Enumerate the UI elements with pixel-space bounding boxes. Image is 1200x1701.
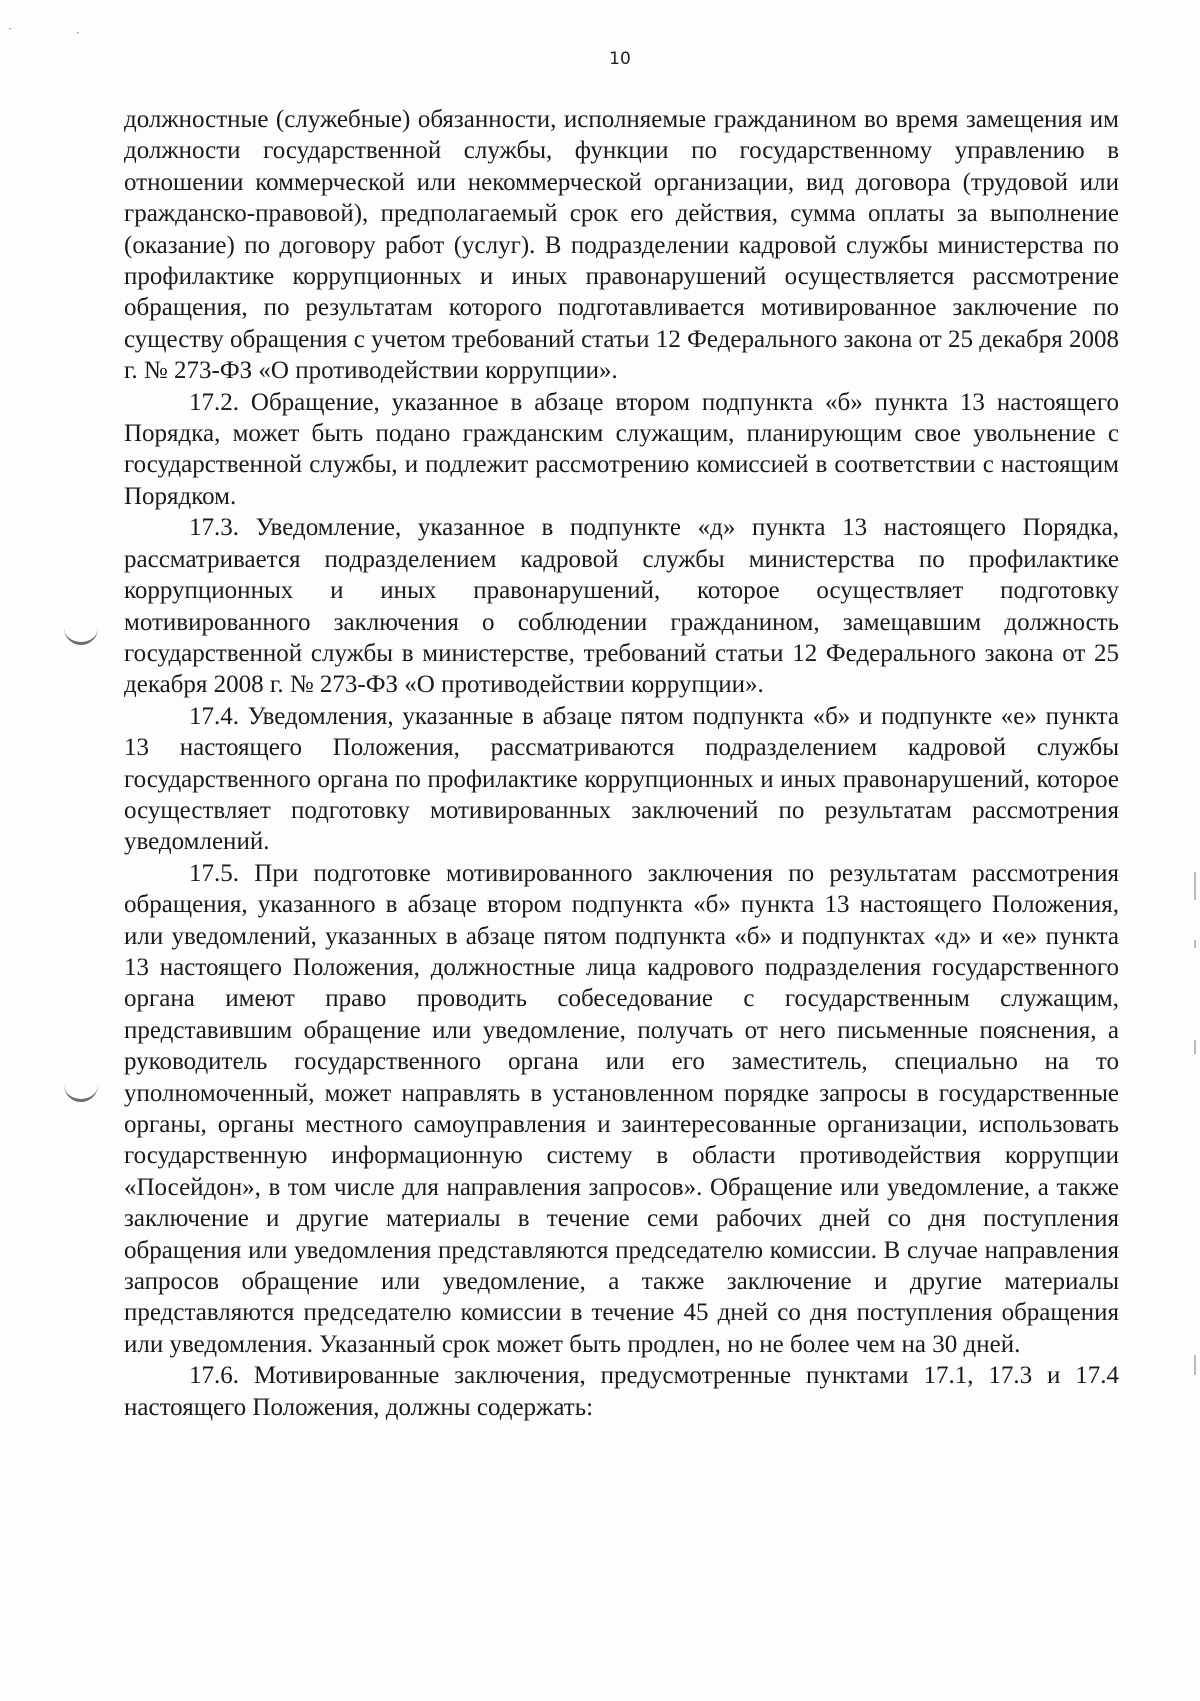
paragraph-17-5: 17.5. При подготовке мотивированного заключения по результатам рассмотрения обращения, указанного в абзаце втором подпункта «б» пункта 13 настоящего Положения, или уведомлений, указанных в абзаце пятом подпункта «б» и подпунктах «д» и «е» пункта 13 настоящего Положения, должностные лица кадрового подразделения государственного органа имеют право проводить собеседование с государственным служащим, представившим обращение или уведомление, получать от него письменные пояснения, а руководитель государственного органа или его заместитель, специально на то уполномоченный, может направлять в установленном порядке запросы в государственные органы, органы местного самоуправления и заинтересованные организации, использовать государственную информационную систему в области противодействия коррупции «Посейдон», в том числе для направления запросов». Обращение или уведомление, а также заключение и другие материалы в течение семи рабочих дней со дня поступления обращения или уведомления представляются председателю комиссии. В случае направления запросов обращение или уведомление, а также заключение и другие материалы представляются председателю комиссии в течение 45 дней со дня поступления обращения или уведомления. Указанный срок может быть продлен, но не более чем на 30 дней. <box>124 859 1119 1358</box>
scan-edge-mark <box>1194 1040 1196 1054</box>
paragraph-17-2: 17.2. Обращение, указанное в абзаце втором подпункта «б» пункта 13 настоящего Порядка, может быть подано гражданским служащим, планирующим свое увольнение с государственной службы, и подлежит рассмотрению комиссией в соответствии с настоящим Порядком. <box>124 388 1119 510</box>
scan-edge-mark <box>1194 940 1196 948</box>
scan-speck-mark: · <box>76 26 80 40</box>
paragraph-17-6: 17.6. Мотивированные заключения, предусмотренные пунктами 17.1, 17.3 и 17.4 настоящего Положения, должны содержать: <box>124 1362 1119 1421</box>
page-number: 10 <box>609 49 631 69</box>
paragraph-continuation: должностные (служебные) обязанности, исполняемые гражданином во время замещения им должности государственной службы, функции по государственному управлению в отношении коммерческой или некоммерческой организации, вид договора (трудовой или гражданско-правовой), предполагаемый срок его действия, сумма оплаты за выполнение (оказание) по договору работ (услуг). В подразделении кадровой службы министерства по профилактике коррупционных и иных правонарушений осуществляется рассмотрение обращения, по результатам которого подготавливается мотивированное заключение по существу обращения с учетом требований статьи 12 Федерального закона от 25 декабря 2008 г. № 273-ФЗ «О противодействии коррупции». <box>124 106 1119 385</box>
margin-check-mark <box>64 628 98 645</box>
scan-edge-mark <box>1194 872 1196 900</box>
paragraph-17-3: 17.3. Уведомление, указанное в подпункте «д» пункта 13 настоящего Порядка, рассматривается подразделением кадровой службы министерства по профилактике коррупционных и иных правонарушений, которое осуществляет подготовку мотивированного заключения о соблюдении гражданином, замещавшим должность государственной службы в министерстве, требований статьи 12 Федерального закона от 25 декабря 2008 г. № 273-ФЗ «О противодействии коррупции». <box>124 514 1119 699</box>
document-body <box>124 104 1119 1423</box>
paragraph-17-4: 17.4. Уведомления, указанные в абзаце пятом подпункта «б» и подпункте «е» пункта 13 настоящего Положения, рассматриваются подразделением кадровой службы государственного органа по профилактике коррупционных и иных правонарушений, которое осуществляет подготовку мотивированных заключений по результатам рассмотрения уведомлений. <box>124 702 1119 856</box>
scan-edge-mark <box>1194 1355 1196 1375</box>
scan-speck-mark: · <box>8 22 12 36</box>
margin-check-mark <box>64 1085 98 1102</box>
